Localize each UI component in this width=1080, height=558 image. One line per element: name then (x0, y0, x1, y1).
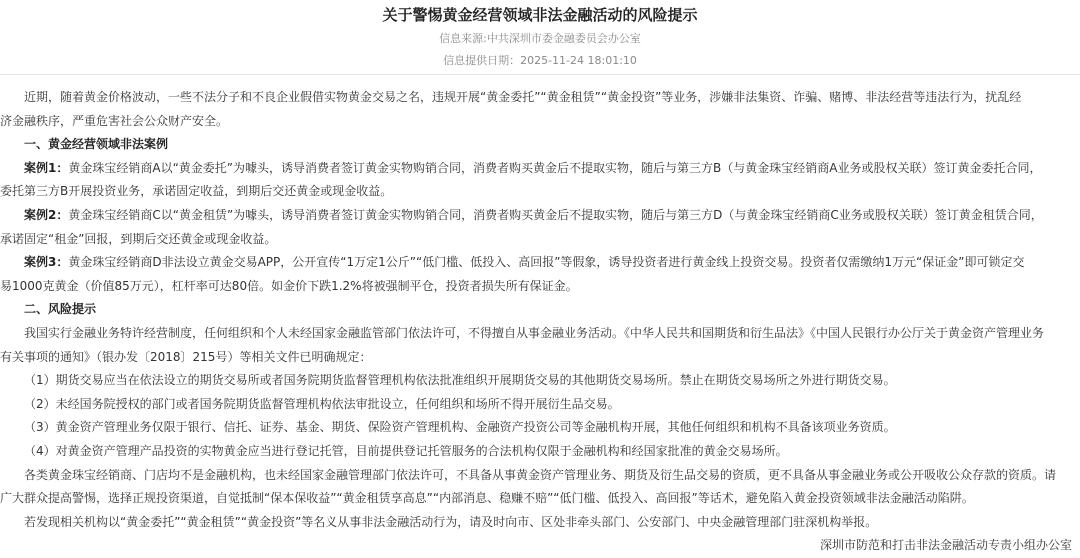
section-heading-risks: 二、风险提示 (24, 302, 97, 317)
case-2-label: 案例2： (24, 207, 69, 222)
case-2-text: 黄金珠宝经销商C以“黄金租赁”为噱头，诱导消费者签订黄金实物购销合同，消费者购买黄金后不提取实物，随后与第三方D（与黄金珠宝经销商C业务或股权关联）签订黄金租赁合同， (68, 207, 1043, 222)
report-paragraph: 若发现相关机构以“黄金委托”“黄金租赁”“黄金投资”等名义从事非法金融活动行为，请及时向市、区处非牵头部门、公安部门、中央金融管理部门驻深机构举报。 (24, 514, 878, 529)
risk-intro-line-1: 我国实行金融业务特许经营制度，任何组织和个人未经国家金融监管部门依法许可，不得擅自从事金融业务活动。《中华人民共和国期货和衍生品法》《中国人民银行办公厅关于黄金资产管理业务 (24, 325, 1045, 340)
case-1-text: 黄金珠宝经销商A以“黄金委托”为噱头，诱导消费者签订黄金实物购销合同，消费者购买黄金后不提取实物，随后与第三方B（与黄金珠宝经销商A业务或股权关联）签订黄金委托合同， (68, 160, 1042, 175)
signature: 深圳市防范和打击非法金融活动专责小组办公室 (819, 538, 1072, 553)
intro-paragraph-line-1: 近期，随着黄金价格波动，一些不法分子和不良企业假借实物黄金交易之名，违规开展“黄金委托”“黄金租赁”“黄金投资”等业务，涉嫌非法集资、诈骗、赌博、非法经营等违法行为，扰乱经 (24, 90, 1022, 104)
case-3-line-2: 易1000克黄金（价值85万元），杠杆率可达80倍。如金价下跌1.2%将被强制平仓，投资者损失所有保证金。 (0, 278, 578, 293)
case-2-line-2: 承诺固定“租金”回报，到期后交还黄金或现金收益。 (0, 231, 277, 246)
rule-item-1: （1）期货交易应当在依法设立的期货交易所或者国务院期货监督管理机构依法批准组织开展期货交易的其他期货交易场所。禁止在期货交易场所之外进行期货交易。 (24, 373, 896, 388)
article-body (0, 86, 1080, 558)
case-3-line-1 (0, 251, 1080, 275)
intro-paragraph-line-2: 济金融秩序，严重危害社会公众财产安全。 (0, 113, 229, 128)
rule-item-2: （2）未经国务院授权的部门或者国务院期货监督管理机构依法审批设立，任何组织和场所不得开展衍生品交易。 (24, 396, 620, 411)
warning-line-2: 广大群众提高警惕，选择正规投资渠道，自觉抵制“保本保收益”“黄金租赁享高息”“内部消息、稳赚不赔”“低门槛、低投入、高回报”等话术，避免陷入黄金投资领域非法金融活动陷阱。 (0, 491, 974, 506)
case-1-label: 案例1： (24, 160, 69, 175)
article-source: 信息来源:中共深圳市委金融委员会办公室 (439, 32, 641, 45)
section-heading-cases: 一、黄金经营领域非法案例 (24, 137, 169, 152)
article-title: 关于警惕黄金经营领域非法金融活动的风险提示 (382, 6, 698, 24)
case-1-line-1 (0, 157, 1080, 181)
case-3-label: 案例3： (24, 255, 69, 270)
risk-intro-line-2: 有关事项的通知》（银办发〔2018〕215号）等相关文件已明确规定： (0, 349, 372, 364)
case-2-line-1 (0, 204, 1080, 228)
case-3-text: 黄金珠宝经销商D非法设立黄金交易APP，公开宣传“1万定1公斤”“低门槛、低投入、高回报”等假象，诱导投资者进行黄金线上投资交易。投资者仅需缴纳1万元“保证金”即可锁定交 (68, 255, 1025, 270)
case-1-line-2: 委托第三方B开展投资业务，承诺固定收益，到期后交还黄金或现金收益。 (0, 184, 393, 199)
rule-item-3: （3）黄金资产管理业务仅限于银行、信托、证券、基金、期货、保险资产管理机构、金融资产投资公司等金融机构开展，其他任何组织和机构不具备该项业务资质。 (24, 420, 896, 435)
rule-item-4: （4）对黄金资产管理产品投资的实物黄金应当进行登记托管，目前提供登记托管服务的合法机构仅限于金融机构和经国家批准的黄金交易场所。 (24, 443, 788, 458)
warning-line-1: 各类黄金珠宝经销商、门店均不是金融机构，也未经国家金融管理部门依法许可，不具备从事黄金资产管理业务、期货及衍生品交易的资质，更不具备从事金融业务或公开吸收公众存款的资质。请 (24, 467, 1057, 482)
article-date: 信息提供日期：2025-11-24 18:01:10 (443, 54, 637, 67)
header-divider (0, 74, 1080, 75)
